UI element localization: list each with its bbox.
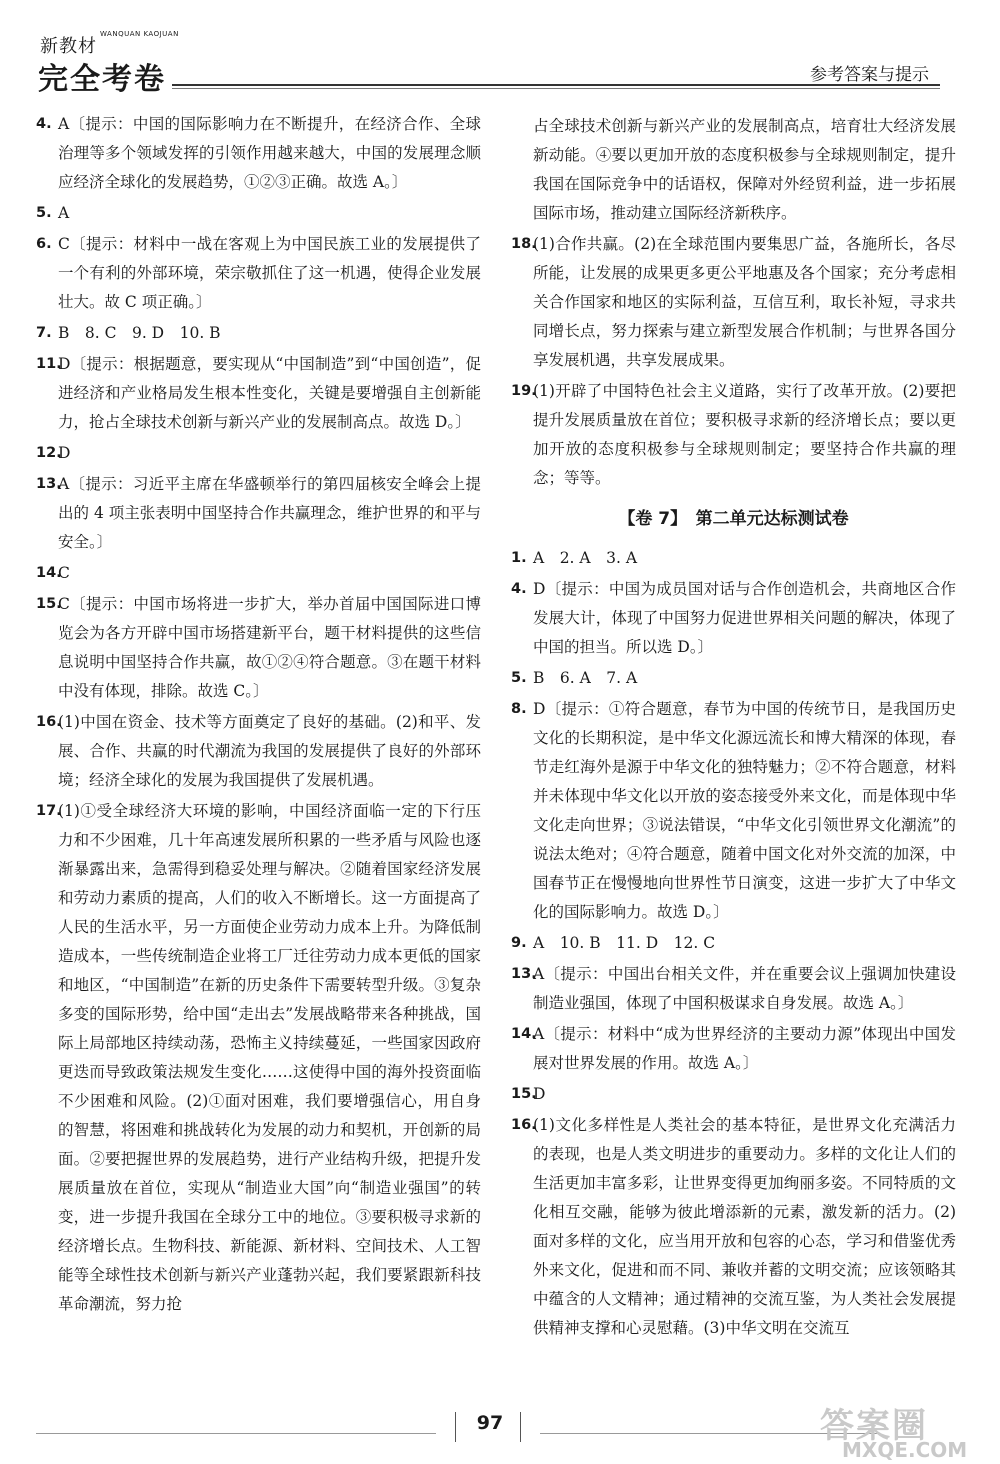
answer-item — [511, 664, 956, 693]
brand-logo: 完全考卷 — [38, 62, 166, 97]
answer-text: D〔提示：中国为成员国对话与合作创造机会，共商地区合作发展大计，体现了中国努力促进世界相关问题的解决，体现了中国的担当。所以选 D。〕 — [533, 580, 956, 656]
answer-item — [36, 797, 481, 1319]
section-title: 参考答案与提示 — [810, 65, 929, 85]
answer-text: (1)文化多样性是人类社会的基本特征，是世界文化充满活力的表现，也是人类文明进步的重要动力。多样的文化让人们的生活更加丰富多彩，让世界变得更加绚丽多姿。不同特质的文化相互交融，能够为彼此增添新的元素，激发新的活力。(2)面对多样的文化，应当用开放和包容的心态，学习和借鉴优秀外来文化，促进和而不同、兼收并蓄的文明交流；应该领略其中蕴含的人文精神；通过精神的交流互鉴，为人类社会发展提供精神支撑和心灵慰藉。(3)中华文明在交流互 — [533, 1116, 956, 1337]
answer-item — [36, 470, 481, 557]
answer-text: A 2. A 3. A — [533, 549, 638, 567]
answer-item — [36, 230, 481, 317]
answer-number: 9. — [511, 935, 527, 951]
answer-number: 12. — [36, 445, 62, 461]
answer-number: 13. — [36, 476, 62, 492]
answer-text: A〔提示：材料中“成为世界经济的主要动力源”体现出中国发展对世界发展的作用。故选 A。〕 — [533, 1025, 956, 1072]
answer-text: (1)中国在资金、技术等方面奠定了良好的基础。(2)和平、发展、合作、共赢的时代潮流为我国的发展提供了良好的外部环境；经济全球化的发展为我国提供了发展机遇。 — [58, 713, 481, 789]
answer-item — [511, 544, 956, 573]
answer-item — [511, 575, 956, 662]
header-rule-thin — [172, 88, 940, 89]
answer-item — [36, 319, 481, 348]
footer-divider-right — [520, 1412, 521, 1442]
answer-number: 19. — [511, 383, 537, 399]
answer-text: (1)开辟了中国特色社会主义道路，实行了改革开放。(2)要把提升发展质量放在首位；要积极寻求新的经济增长点；要以更加开放的态度积极参与全球规则制定；要坚持合作共赢的理念；等等。 — [533, 382, 956, 487]
answer-item — [36, 590, 481, 706]
page-header — [0, 0, 1000, 100]
answer-number: 4. — [511, 581, 527, 597]
answer-item — [36, 439, 481, 468]
answer-item — [511, 377, 956, 493]
answer-number: 4. — [36, 116, 52, 132]
watermark-url: MXQE.COM — [842, 1438, 968, 1462]
answer-text: D〔提示：①符合题意，春节为中国的传统节日，是我国历史文化的长期积淀，是中华文化源远流长和博大精深的体现，春节走红海外是源于中华文化的独特魅力；②不符合题意，材料并未体现中华文化以开放的姿态接受外来文化，而是体现中华文化走向世界；③说法错误，“中华文化引领世界文化潮流”的说法太绝对；④符合题意，随着中国文化对外交流的加深，中国春节正在慢慢地向世界性节日演变，这进一步扩大了中华文化的国际影响力。故选 D。〕 — [533, 700, 956, 921]
answer-text: A〔提示：中国出台相关文件，并在重要会议上强调加快建设制造业强国，体现了中国积极谋求自身发展。故选 A。〕 — [533, 965, 956, 1012]
answer-item — [511, 230, 956, 375]
answer-text: C — [58, 564, 70, 582]
answer-item — [511, 1111, 956, 1343]
answer-text: C〔提示：材料中一战在客观上为中国民族工业的发展提供了一个有利的外部环境，荣宗敬抓住了这一机遇，使得企业发展壮大。故 C 项正确。〕 — [58, 235, 481, 311]
answer-text: A〔提示：习近平主席在华盛顿举行的第四届核安全峰会上提出的 4 项主张表明中国坚持合作共赢理念，维护世界的和平与安全。〕 — [58, 475, 481, 551]
answer-number: 14. — [511, 1026, 537, 1042]
footer-rule-left — [36, 1433, 436, 1434]
answer-item — [511, 960, 956, 1018]
answer-number: 11. — [36, 356, 62, 372]
answer-number: 16. — [36, 714, 62, 730]
answer-item — [36, 559, 481, 588]
answer-text: B 6. A 7. A — [533, 669, 638, 687]
answer-number: 15. — [36, 596, 62, 612]
left-column — [36, 110, 481, 1321]
watermark-logo — [820, 1398, 996, 1462]
answer-item — [511, 929, 956, 958]
answer-text: (1)①受全球经济大环境的影响，中国经济面临一定的下行压力和不少困难，几十年高速发展所积累的一些矛盾与风险也逐渐暴露出来，急需得到稳妥处理与解决。②随着国家经济发展和劳动力素质的提高，人们的收入不断增长。这一方面提高了人民的生活水平，另一方面使企业劳动力成本上升。为降低制造成本，一些传统制造企业将工厂迁往劳动力成本更低的国家和地区，“中国制造”在新的历史条件下需要转型升级。③复杂多变的国际形势，给中国“走出去”发展战略带来各种挑战，国际上局部地区持续动荡，恐怖主义持续蔓延，一些国家因政府更迭而导致政策法规发生变化……这使得中国的海外投资面临不少困难和风险。(2)①面对困难，我们要增强信心，用自身的智慧，将困难和挑战转化为发展的动力和契机，开创新的局面。②要把握世界的发展趋势，进行产业结构升级，把提升发展质量放在首位，实现从“制造业大国”向“制造业强国”的转变，进一步提升我国在全球分工中的地位。③要积极寻求新的经济增长点。生物科技、新能源、新材料、空间技术、人工智能等全球性技术创新与新兴产业蓬勃兴起，我们要紧跟新科技革命潮流，努力抢 — [58, 802, 481, 1313]
answer-number: 1. — [511, 550, 527, 566]
answer-text: D — [533, 1085, 546, 1103]
answer-text: (1)合作共赢。(2)在全球范围内要集思广益，各施所长，各尽所能，让发展的成果更多更公平地惠及各个国家；充分考虑相关合作国家和地区的实际利益，互信互利，取长补短，寻求共同增长点，努力探索与建立新型发展合作机制；与世界各国分享发展机遇，共享发展成果。 — [533, 235, 956, 369]
answer-item — [36, 708, 481, 795]
answer-item — [511, 1080, 956, 1109]
answer-text: A — [58, 204, 70, 222]
brand-pinyin: WANQUAN KAOJUAN — [100, 30, 179, 38]
answer-number: 14. — [36, 565, 62, 581]
answer-number: 6. — [36, 236, 52, 252]
answer-text: D — [58, 444, 71, 462]
page-number: 97 — [476, 1412, 504, 1434]
answer-number: 18. — [511, 236, 537, 252]
answer-text: A〔提示：中国的国际影响力在不断提升，在经济合作、全球治理等多个领域发挥的引领作用越来越大，中国的发展理念顺应经济全球化的发展趋势，①②③正确。故选 A。〕 — [58, 115, 481, 191]
answer-item — [511, 695, 956, 927]
answer-number: 16. — [511, 1117, 537, 1133]
answer-item — [36, 199, 481, 228]
answer-number: 15. — [511, 1086, 537, 1102]
answer-text: 占全球技术创新与新兴产业的发展制高点，培育壮大经济发展新动能。④要以更加开放的态度积极参与全球规则制定，提升我国在国际竞争中的话语权，保障对外经贸利益，进一步拓展国际市场，推动建立国际经济新秩序。 — [533, 117, 956, 222]
answer-item — [36, 350, 481, 437]
answer-text: B 8. C 9. D 10. B — [58, 324, 221, 342]
answer-text: C〔提示：中国市场将进一步扩大，举办首届中国国际进口博览会为各方开辟中国市场搭建新平台，题干材料提供的这些信息说明中国坚持合作共赢，故①②④符合题意。③在题干材料中没有体现，排除。故选 C。〕 — [58, 595, 481, 700]
brand-subtitle: 新教材 — [40, 36, 97, 57]
answer-number: 8. — [511, 701, 527, 717]
answer-number: 17. — [36, 803, 62, 819]
footer-divider-left — [455, 1412, 456, 1442]
answer-text: A 10. B 11. D 12. C — [533, 934, 716, 952]
unit-title: 【卷 7】 第二单元达标测试卷 — [618, 509, 849, 529]
watermark-text: 答案圈 — [820, 1406, 928, 1446]
right-column — [511, 112, 956, 1345]
answer-item — [36, 110, 481, 197]
answer-number: 5. — [511, 670, 527, 686]
answer-number: 7. — [36, 325, 52, 341]
answer-number: 5. — [36, 205, 52, 221]
continued-answer — [511, 112, 956, 228]
answer-item — [511, 1020, 956, 1078]
answer-number: 13. — [511, 966, 537, 982]
answer-text: D〔提示：根据题意，要实现从“中国制造”到“中国创造”，促进经济和产业格局发生根本性变化，关键是要增强自主创新能力，抢占全球技术创新与新兴产业的发展制高点。故选 D。〕 — [58, 355, 481, 431]
